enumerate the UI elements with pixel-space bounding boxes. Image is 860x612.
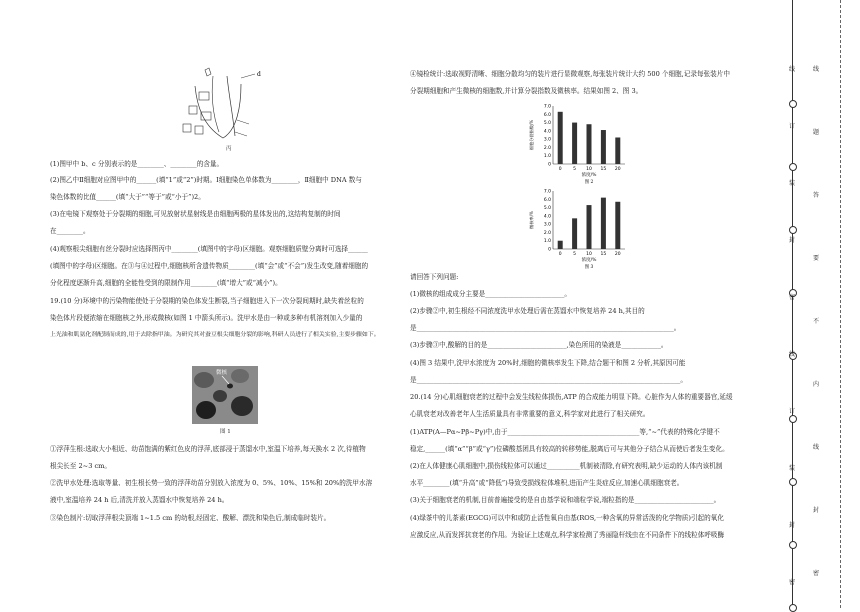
step-1-line-1: ①浮萍生根:选取大小相近、幼苗饱满的紫红色皮的浮萍,底部浸于蒸馏水中,室温下培养,每天换水 2 次,待植物 [50, 445, 366, 453]
binding-circle [789, 163, 797, 171]
y-axis-label: 细胞分裂指数/% [529, 119, 534, 151]
q19-1: (1)微核的组成成分主要是________________________。 [410, 290, 571, 298]
binding-inner-char: 内 [813, 381, 820, 388]
binding-line-outer [840, 0, 841, 608]
diagram-label-d: d [257, 71, 261, 78]
binding-inner-char: 密 [813, 570, 820, 577]
y-tick-label: 1.0 [543, 154, 551, 160]
bar [601, 130, 606, 164]
binding-outer-char: 订 [789, 408, 796, 415]
q18-line-2: (2)图乙中Ⅱ细胞对应图甲中的______(填“1”或“2”)时期。Ⅰ细胞染色单体数为________，Ⅱ细胞中 DNA 数与 [50, 176, 362, 184]
binding-circle [789, 415, 797, 423]
bar [587, 124, 592, 164]
q18-line-8: 分化程度逐渐升高,细胞的全能性受到的限制作用________(填“增大”或“减小”)。 [50, 279, 282, 287]
questions-intro: 请回答下列问题: [410, 273, 459, 281]
y-tick-label: 4.0 [543, 129, 551, 135]
q19-2-line-2: 是______________________________________________________________________________。 [410, 324, 681, 332]
y-tick-label: 7.0 [543, 189, 551, 195]
y-tick-label: 3.0 [543, 137, 551, 143]
q19-2-line-1: (2)步骤②中,初生根经不同浓度洗甲水处理后需在蒸馏水中恢复培养 24 h,其目的 [410, 307, 645, 315]
chart-figure-3 [525, 185, 635, 270]
q19-line-3: 上光油和肌氨化剂配制而成的,用于去除指甲油。为研究其对蚕豆根尖细胞分裂的影响,科研人员进行了相关实验,主要步骤如下。 [50, 332, 380, 338]
x-axis-label: 浓度/% [581, 258, 597, 263]
binding-inner-char: 题 [813, 129, 820, 136]
micro-caption: 图 1 [220, 429, 231, 435]
binding-circle [789, 100, 797, 108]
binding-circle [789, 478, 797, 486]
binding-outer-char: 密 [789, 294, 796, 301]
binding-circle [789, 541, 797, 549]
binding-outer-char: 线 [789, 66, 796, 73]
q18-line-7: (填图中的字母)区细胞。在③与④过程中,细胞核所含遗传物质________(填“会”或“不会”)发生改变,随着细胞的 [50, 262, 369, 270]
q20-3: (3)关于细胞衰老的机制,目前普遍接受的是自由基学说和端粒学说,端粒指的是________________________。 [410, 496, 721, 504]
x-tick-label: 20 [614, 252, 621, 257]
binding-line-inner [792, 0, 793, 608]
x-tick-label: 15 [600, 252, 607, 257]
bar [572, 218, 577, 249]
bar [615, 202, 620, 249]
step-2-line-1: ②洗甲水处理:选取等量、初生根长势一致的浮萍幼苗分别放入浓度为 0、5%、10%、15%和 20%的洗甲水溶 [50, 479, 373, 487]
q18-line-5: 在________。 [50, 227, 90, 235]
q20-1-line-2: 稳定,______(填“α”“β”或“γ”)位磷酸基团具有较高的转移势能,脱离后可与其他分子结合从而使后者发生变化。 [410, 445, 729, 453]
binding-circle [789, 226, 797, 234]
binding-outer-char: 装 [789, 465, 796, 472]
y-tick-label: 5.0 [543, 121, 551, 127]
y-tick-label: 3.0 [543, 222, 551, 228]
y-tick-label: 2.0 [543, 230, 551, 236]
x-tick-label: 0 [558, 167, 562, 172]
binding-outer-char: 封 [789, 522, 796, 529]
binding-inner-char: 要 [813, 255, 820, 262]
q19-line-1: 19.(10 分)环境中的污染物能使处于分裂期的染色体发生断裂,当子细胞进入下一次分裂间期时,缺失着丝粒的 [50, 297, 364, 305]
q20-1-line-1: (1)ATP(A—Pα~Pβ~Pγ)中,由于________________________________________等,“~”代表的特殊化学键不 [410, 428, 720, 436]
q19-4-line-2: 是________________________________________________________________________________。 [410, 376, 687, 384]
binding-inner-char: 答 [813, 192, 820, 199]
q20-intro-2: 心肌衰老对改善老年人生活质量具有非常重要的意义,科学家对此进行了相关研究。 [410, 410, 650, 418]
x-tick-label: 20 [614, 167, 621, 172]
binding-inner-char: 线 [813, 444, 820, 451]
chart-figure-2 [525, 100, 635, 185]
binding-circle [789, 604, 797, 612]
step-3-line-1: ③染色制片:切取浮萍根尖顶端 1~1.5 cm 的幼根,经固定、酸解、漂洗和染色后,制成临时装片。 [50, 514, 331, 522]
bar [558, 241, 563, 249]
y-tick-label: 7.0 [543, 104, 551, 110]
q20-4-line-2: 应激反应,从而发挥抗衰老的作用。为验证上述观点,科学家检测了秀丽隐杆线虫在不同条件下的线粒体呼吸酶 [410, 531, 725, 539]
x-tick-label: 5 [573, 167, 577, 172]
bar [572, 123, 577, 164]
binding-outer-char: 订 [789, 123, 796, 130]
binding-outer-char: 封 [789, 237, 796, 244]
x-tick-label: 10 [586, 252, 592, 257]
y-tick-label: 0 [548, 162, 551, 168]
q18-line-3: 染色体数的比值______(填“大于”“等于”或“小于”)2。 [50, 193, 205, 201]
binding-inner-char: 线 [813, 66, 820, 73]
y-tick-label: 2.0 [543, 145, 551, 151]
q20-2-line-2: 水平________(填“升高”或“降低”)导致受损线粒体堆积,进而产生炎症反应,加速心肌细胞衰老。 [410, 479, 684, 487]
binding-margin [775, 0, 860, 608]
y-tick-label: 5.0 [543, 206, 551, 212]
step-4-line-2: 分裂期细胞和产生微核的细胞数,并计算分裂指数及微核率。结果如图 2、图 3。 [410, 87, 643, 95]
q19-line-2: 染色体片段便浓缩在细胞核之外,形成微核(如图 1 中箭头所示)。洗甲水是由一种或多种有机溶剂加入少量的 [50, 314, 363, 322]
y-axis-label: 微核率/% [529, 211, 534, 229]
q20-2-line-1: (2)在人体健康心肌细胞中,损伤线粒体可以通过__________机制被清除,有研究表明,缺少运动的人体内该机制 [410, 462, 723, 470]
step-1-line-2: 根尖长至 2~3 cm。 [50, 462, 112, 470]
y-tick-label: 4.0 [543, 214, 551, 220]
bar [601, 198, 606, 249]
q18-line-4: (3)在电镜下观察处于分裂期的细胞,可见放射状星射线是由细胞两极的星体发出的,这结构复制的时间 [50, 210, 341, 218]
y-tick-label: 0 [548, 247, 551, 253]
diagram-caption: 丙 [226, 146, 232, 152]
y-tick-label: 1.0 [543, 239, 551, 245]
binding-inner-char: 封 [813, 507, 820, 514]
q19-3: (3)步骤③中,酸解的目的是________________________,染色所用的染液是____________。 [410, 341, 668, 349]
x-tick-label: 10 [586, 167, 592, 172]
bar [615, 137, 620, 164]
y-tick-label: 6.0 [543, 112, 551, 118]
q18-line-1: (1)图甲中 b、c 分别表示的是________、________的含量。 [50, 160, 224, 168]
step-4-line-1: ④镜检统计:选取视野清晰、细胞分散均匀的装片进行显微观察,每张装片统计大约 500 个细胞,记录每张装片中 [410, 70, 730, 78]
step-2-line-2: 液中,室温培养 24 h 后,清洗并放入蒸馏水中恢复培养 24 h。 [50, 496, 229, 504]
bar [558, 112, 563, 164]
bar [587, 205, 592, 249]
binding-inner-char: 不 [813, 318, 820, 325]
x-tick-label: 5 [573, 252, 577, 257]
q18-line-6: (4)观察根尖细胞有丝分裂时应选择图丙中________(填图中的字母)区细胞。观察细胞质壁分离时可选择______ [50, 245, 368, 253]
x-tick-label: 15 [600, 167, 607, 172]
root-tip-diagram [175, 66, 275, 146]
chart-title: 图 3 [584, 265, 594, 270]
binding-outer-char: 装 [789, 180, 796, 187]
q19-4-line-1: (4)图 3 结果中,洗甲水浓度为 20%时,细胞的微核率发生下降,结合题干和图 2 分析,其原因可能 [410, 359, 686, 367]
x-tick-label: 0 [558, 252, 562, 257]
binding-outer-char: 密 [789, 579, 796, 586]
micrograph-figure-1 [192, 366, 258, 424]
chart-title: 图 2 [584, 180, 594, 185]
binding-outer-char: 线 [789, 351, 796, 358]
x-axis-label: 浓度/% [581, 173, 597, 178]
q20-4-line-1: (4)绿茶中的儿茶素(EGCG)可以中和或防止活性氧自由基(ROS,一种含氧的异常活泼的化学物质)引起的氧化 [410, 514, 724, 522]
micronucleus-label: 微核 [216, 370, 228, 376]
y-tick-label: 6.0 [543, 197, 551, 203]
q20-intro-1: 20.(14 分)心肌细胞衰老的过程中会发生线粒体损伤,ATP 的合成能力明显下降。心脏作为人体的重要器官,延缓 [410, 393, 733, 401]
